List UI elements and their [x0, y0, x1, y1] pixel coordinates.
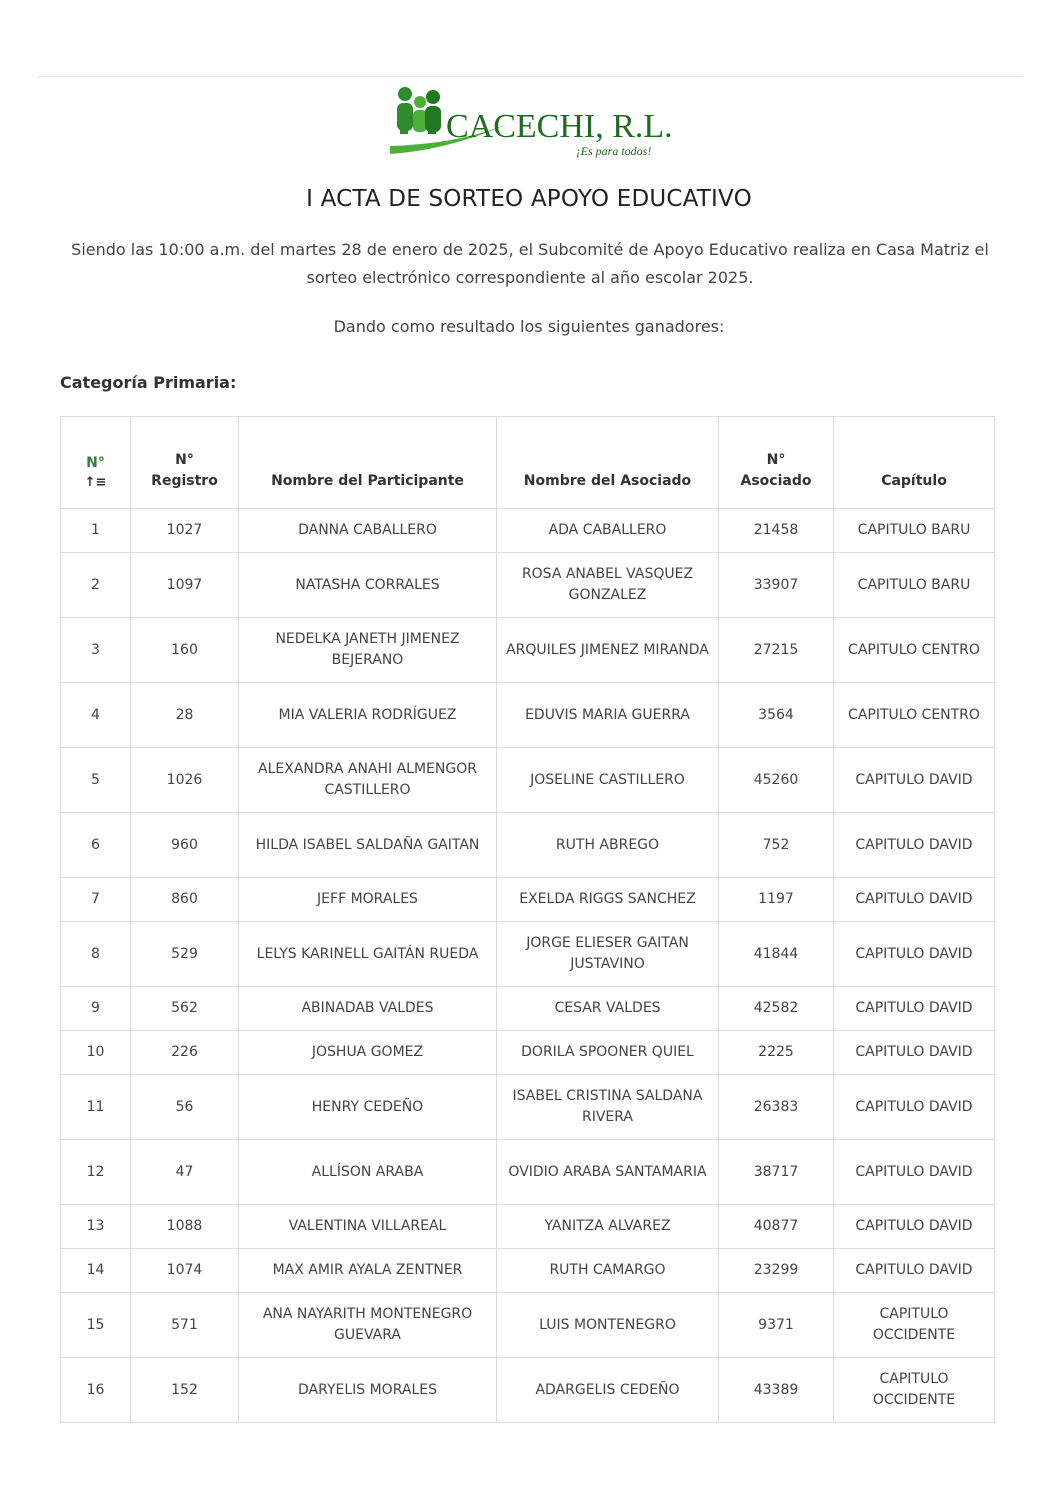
cell-participante: JOSHUA GOMEZ	[239, 1031, 497, 1075]
cell-capitulo: CAPITULO DAVID	[834, 748, 995, 813]
cell-participante: DARYELIS MORALES	[239, 1358, 497, 1423]
cell-asociado: YANITZA ALVAREZ	[497, 1205, 719, 1249]
cell-asociado: EXELDA RIGGS SANCHEZ	[497, 878, 719, 922]
cell-asociado: JORGE ELIESER GAITAN JUSTAVINO	[497, 922, 719, 987]
cell-num: 5	[61, 748, 131, 813]
cell-asociado: JOSELINE CASTILLERO	[497, 748, 719, 813]
table-row	[61, 1075, 995, 1140]
cell-asociado: OVIDIO ARABA SANTAMARIA	[497, 1140, 719, 1205]
winners-table	[60, 416, 995, 1423]
table-row	[61, 683, 995, 748]
cell-participante: HILDA ISABEL SALDAÑA GAITAN	[239, 813, 497, 878]
cell-registro: 529	[131, 922, 239, 987]
cell-num: 6	[61, 813, 131, 878]
header-registro-label-a: N°	[175, 452, 194, 468]
header-num-asociado-label-a: N°	[766, 452, 786, 468]
cell-capitulo: CAPITULO DAVID	[834, 878, 995, 922]
cell-num: 4	[61, 683, 131, 748]
cell-capitulo: CAPITULO DAVID	[834, 987, 995, 1031]
logo-people-icon	[397, 87, 441, 134]
cell-num: 10	[61, 1031, 131, 1075]
cell-num-asociado: 41844	[719, 922, 834, 987]
table-row	[61, 878, 995, 922]
cell-num-asociado: 26383	[719, 1075, 834, 1140]
cell-participante: ABINADAB VALDES	[239, 987, 497, 1031]
table-header-row	[61, 417, 995, 509]
header-asociado[interactable]	[497, 417, 719, 509]
header-num-asociado[interactable]	[719, 417, 834, 509]
cell-participante: MAX AMIR AYALA ZENTNER	[239, 1249, 497, 1293]
cell-participante: ALLÍSON ARABA	[239, 1140, 497, 1205]
cell-capitulo: CAPITULO DAVID	[834, 922, 995, 987]
header-capitulo-label: Capítulo	[881, 473, 947, 489]
top-divider	[38, 76, 1022, 77]
table-row	[61, 618, 995, 683]
cell-registro: 160	[131, 618, 239, 683]
header-num-asociado-label-b: Asociado	[740, 473, 812, 489]
cell-num-asociado: 27215	[719, 618, 834, 683]
cell-registro: 1088	[131, 1205, 239, 1249]
cell-asociado: RUTH ABREGO	[497, 813, 719, 878]
cell-asociado: LUIS MONTENEGRO	[497, 1293, 719, 1358]
cell-num-asociado: 40877	[719, 1205, 834, 1249]
cell-asociado: DORILA SPOONER QUIEL	[497, 1031, 719, 1075]
result-line: Dando como resultado los siguientes ganadores:	[333, 317, 725, 336]
cell-num-asociado: 9371	[719, 1293, 834, 1358]
cell-capitulo: CAPITULO DAVID	[834, 1205, 995, 1249]
cell-asociado: EDUVIS MARIA GUERRA	[497, 683, 719, 748]
table-row	[61, 1293, 995, 1358]
header-registro-label-b: Registro	[151, 473, 218, 489]
cell-num-asociado: 1197	[719, 878, 834, 922]
cell-num-asociado: 2225	[719, 1031, 834, 1075]
cell-num-asociado: 3564	[719, 683, 834, 748]
cell-capitulo: CAPITULO CENTRO	[834, 683, 995, 748]
table-row	[61, 813, 995, 878]
cell-asociado: ADARGELIS CEDEÑO	[497, 1358, 719, 1423]
cell-capitulo: CAPITULO DAVID	[834, 1249, 995, 1293]
header-registro[interactable]	[131, 417, 239, 509]
cell-num: 15	[61, 1293, 131, 1358]
table-row	[61, 748, 995, 813]
cell-num-asociado: 33907	[719, 553, 834, 618]
cell-participante: DANNA CABALLERO	[239, 509, 497, 553]
cell-registro: 47	[131, 1140, 239, 1205]
logo-name: CACECHI, R.L.	[446, 108, 673, 145]
category-heading: Categoría Primaria:	[60, 373, 237, 392]
table-row	[61, 1358, 995, 1423]
header-asociado-label: Nombre del Asociado	[523, 473, 692, 489]
cell-registro: 152	[131, 1358, 239, 1423]
cell-registro: 1074	[131, 1249, 239, 1293]
cell-num-asociado: 38717	[719, 1140, 834, 1205]
sort-ascending-icon[interactable]: ↑≡	[84, 475, 107, 490]
cell-participante: ALEXANDRA ANAHI ALMENGOR CASTILLERO	[239, 748, 497, 813]
cell-asociado: ADA CABALLERO	[497, 509, 719, 553]
cell-registro: 1097	[131, 553, 239, 618]
cell-capitulo: CAPITULO DAVID	[834, 1075, 995, 1140]
cell-registro: 56	[131, 1075, 239, 1140]
header-participante[interactable]	[239, 417, 497, 509]
cell-capitulo: CAPITULO OCCIDENTE	[834, 1293, 995, 1358]
table-row	[61, 987, 995, 1031]
cell-participante: VALENTINA VILLAREAL	[239, 1205, 497, 1249]
cell-num: 2	[61, 553, 131, 618]
header-participante-label: Nombre del Participante	[271, 473, 464, 489]
cell-registro: 960	[131, 813, 239, 878]
cell-num-asociado: 21458	[719, 509, 834, 553]
cell-asociado: CESAR VALDES	[497, 987, 719, 1031]
cell-registro: 571	[131, 1293, 239, 1358]
cell-participante: HENRY CEDEÑO	[239, 1075, 497, 1140]
cell-num: 11	[61, 1075, 131, 1140]
page-title: I ACTA DE SORTEO APOYO EDUCATIVO	[306, 186, 752, 212]
cell-num: 16	[61, 1358, 131, 1423]
cell-asociado: ARQUILES JIMENEZ MIRANDA	[497, 618, 719, 683]
cell-capitulo: CAPITULO DAVID	[834, 813, 995, 878]
cell-num: 12	[61, 1140, 131, 1205]
cell-capitulo: CAPITULO BARU	[834, 509, 995, 553]
header-num[interactable]	[61, 417, 131, 509]
cell-registro: 28	[131, 683, 239, 748]
cell-registro: 226	[131, 1031, 239, 1075]
cell-num: 14	[61, 1249, 131, 1293]
cell-registro: 1026	[131, 748, 239, 813]
table-row	[61, 553, 995, 618]
cell-num: 1	[61, 509, 131, 553]
table-row	[61, 1140, 995, 1205]
cell-participante: NEDELKA JANETH JIMENEZ BEJERANO	[239, 618, 497, 683]
cell-participante: JEFF MORALES	[239, 878, 497, 922]
cell-participante: NATASHA CORRALES	[239, 553, 497, 618]
cell-registro: 860	[131, 878, 239, 922]
cell-num: 13	[61, 1205, 131, 1249]
cell-capitulo: CAPITULO BARU	[834, 553, 995, 618]
cell-num-asociado: 752	[719, 813, 834, 878]
cell-num: 8	[61, 922, 131, 987]
table-row	[61, 1249, 995, 1293]
cell-asociado: ROSA ANABEL VASQUEZ GONZALEZ	[497, 553, 719, 618]
cell-num: 3	[61, 618, 131, 683]
cell-num-asociado: 42582	[719, 987, 834, 1031]
cell-capitulo: CAPITULO CENTRO	[834, 618, 995, 683]
cell-participante: ANA NAYARITH MONTENEGRO GUEVARA	[239, 1293, 497, 1358]
cell-registro: 562	[131, 987, 239, 1031]
cell-registro: 1027	[131, 509, 239, 553]
cell-asociado: RUTH CAMARGO	[497, 1249, 719, 1293]
header-num-label: N°	[86, 455, 105, 471]
cell-num-asociado: 23299	[719, 1249, 834, 1293]
cell-num-asociado: 45260	[719, 748, 834, 813]
header-capitulo[interactable]	[834, 417, 995, 509]
table-row	[61, 1205, 995, 1249]
table-row	[61, 509, 995, 553]
cell-asociado: ISABEL CRISTINA SALDANA RIVERA	[497, 1075, 719, 1140]
cell-num-asociado: 43389	[719, 1358, 834, 1423]
table-row	[61, 1031, 995, 1075]
cell-participante: LELYS KARINELL GAITÁN RUEDA	[239, 922, 497, 987]
cacechi-logo	[388, 84, 678, 164]
intro-paragraph: Siendo las 10:00 a.m. del martes 28 de enero de 2025, el Subcomité de Apoyo Educativo realiza en Casa Matriz el sorteo electrónico correspondiente al año escolar 2025.	[71, 240, 989, 287]
cell-capitulo: CAPITULO DAVID	[834, 1140, 995, 1205]
cell-capitulo: CAPITULO OCCIDENTE	[834, 1358, 995, 1423]
logo-tagline: ¡Es para todos!	[576, 144, 652, 158]
table-row	[61, 922, 995, 987]
cell-num: 9	[61, 987, 131, 1031]
cell-num: 7	[61, 878, 131, 922]
cell-participante: MIA VALERIA RODRÍGUEZ	[239, 683, 497, 748]
cell-capitulo: CAPITULO DAVID	[834, 1031, 995, 1075]
